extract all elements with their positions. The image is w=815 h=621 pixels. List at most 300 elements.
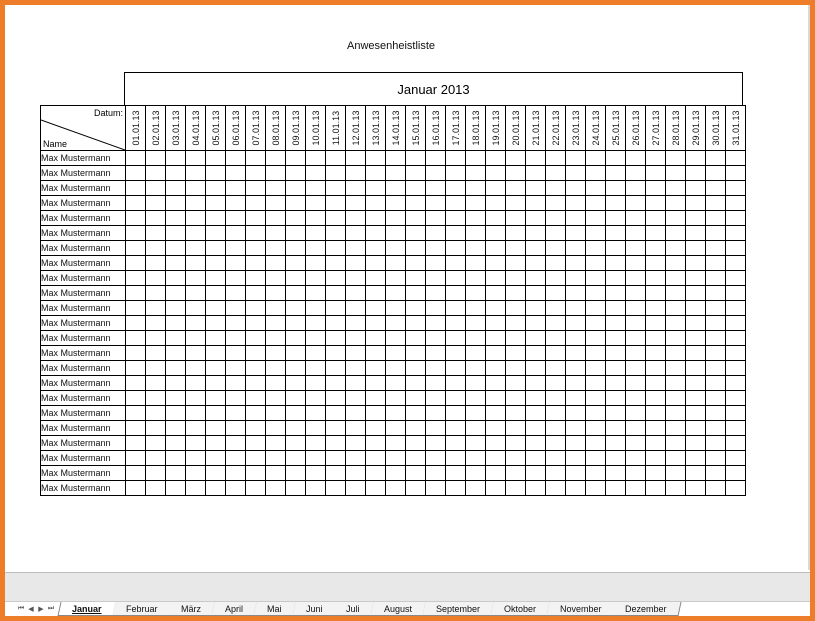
- attendance-cell[interactable]: [286, 391, 306, 406]
- attendance-cell[interactable]: [206, 256, 226, 271]
- attendance-cell[interactable]: [126, 331, 146, 346]
- person-name-cell[interactable]: Max Mustermann: [41, 421, 126, 436]
- attendance-cell[interactable]: [566, 226, 586, 241]
- attendance-cell[interactable]: [186, 211, 206, 226]
- attendance-cell[interactable]: [166, 406, 186, 421]
- attendance-cell[interactable]: [546, 346, 566, 361]
- attendance-cell[interactable]: [226, 481, 246, 496]
- attendance-cell[interactable]: [686, 271, 706, 286]
- attendance-cell[interactable]: [166, 211, 186, 226]
- attendance-cell[interactable]: [506, 286, 526, 301]
- attendance-cell[interactable]: [266, 301, 286, 316]
- attendance-cell[interactable]: [246, 436, 266, 451]
- attendance-cell[interactable]: [346, 361, 366, 376]
- attendance-cell[interactable]: [366, 226, 386, 241]
- attendance-cell[interactable]: [466, 301, 486, 316]
- attendance-cell[interactable]: [126, 166, 146, 181]
- attendance-cell[interactable]: [486, 151, 506, 166]
- attendance-cell[interactable]: [266, 451, 286, 466]
- attendance-cell[interactable]: [726, 331, 746, 346]
- attendance-cell[interactable]: [206, 151, 226, 166]
- person-name-cell[interactable]: Max Mustermann: [41, 241, 126, 256]
- attendance-cell[interactable]: [246, 376, 266, 391]
- attendance-cell[interactable]: [606, 241, 626, 256]
- attendance-cell[interactable]: [306, 226, 326, 241]
- attendance-cell[interactable]: [326, 346, 346, 361]
- attendance-cell[interactable]: [386, 271, 406, 286]
- attendance-cell[interactable]: [266, 361, 286, 376]
- attendance-cell[interactable]: [486, 376, 506, 391]
- attendance-cell[interactable]: [526, 286, 546, 301]
- attendance-cell[interactable]: [406, 166, 426, 181]
- attendance-cell[interactable]: [726, 466, 746, 481]
- attendance-cell[interactable]: [206, 376, 226, 391]
- attendance-cell[interactable]: [246, 151, 266, 166]
- attendance-cell[interactable]: [446, 211, 466, 226]
- attendance-cell[interactable]: [366, 481, 386, 496]
- attendance-cell[interactable]: [206, 481, 226, 496]
- attendance-cell[interactable]: [226, 346, 246, 361]
- attendance-cell[interactable]: [346, 466, 366, 481]
- attendance-cell[interactable]: [606, 451, 626, 466]
- attendance-cell[interactable]: [526, 166, 546, 181]
- date-header-cell[interactable]: [246, 106, 266, 151]
- attendance-cell[interactable]: [466, 226, 486, 241]
- attendance-cell[interactable]: [306, 271, 326, 286]
- attendance-cell[interactable]: [126, 271, 146, 286]
- attendance-cell[interactable]: [246, 211, 266, 226]
- date-header-cell[interactable]: [406, 106, 426, 151]
- attendance-cell[interactable]: [266, 481, 286, 496]
- attendance-cell[interactable]: [646, 361, 666, 376]
- attendance-cell[interactable]: [666, 196, 686, 211]
- attendance-cell[interactable]: [486, 181, 506, 196]
- person-name-cell[interactable]: Max Mustermann: [41, 376, 126, 391]
- attendance-cell[interactable]: [146, 226, 166, 241]
- attendance-cell[interactable]: [606, 361, 626, 376]
- attendance-cell[interactable]: [646, 286, 666, 301]
- horizontal-scroll-area[interactable]: [5, 572, 810, 602]
- attendance-cell[interactable]: [446, 421, 466, 436]
- attendance-cell[interactable]: [446, 346, 466, 361]
- attendance-cell[interactable]: [146, 466, 166, 481]
- attendance-cell[interactable]: [206, 286, 226, 301]
- attendance-cell[interactable]: [366, 256, 386, 271]
- attendance-cell[interactable]: [686, 331, 706, 346]
- attendance-cell[interactable]: [146, 286, 166, 301]
- attendance-cell[interactable]: [386, 436, 406, 451]
- attendance-cell[interactable]: [206, 331, 226, 346]
- attendance-cell[interactable]: [326, 391, 346, 406]
- attendance-cell[interactable]: [606, 376, 626, 391]
- attendance-cell[interactable]: [506, 256, 526, 271]
- attendance-cell[interactable]: [266, 271, 286, 286]
- attendance-cell[interactable]: [486, 316, 506, 331]
- attendance-cell[interactable]: [606, 331, 626, 346]
- attendance-cell[interactable]: [486, 301, 506, 316]
- attendance-cell[interactable]: [126, 181, 146, 196]
- attendance-cell[interactable]: [126, 421, 146, 436]
- attendance-cell[interactable]: [606, 391, 626, 406]
- attendance-cell[interactable]: [306, 166, 326, 181]
- attendance-cell[interactable]: [706, 166, 726, 181]
- attendance-cell[interactable]: [206, 301, 226, 316]
- attendance-cell[interactable]: [546, 406, 566, 421]
- attendance-cell[interactable]: [586, 226, 606, 241]
- date-header-cell[interactable]: [206, 106, 226, 151]
- attendance-cell[interactable]: [706, 391, 726, 406]
- attendance-cell[interactable]: [426, 331, 446, 346]
- attendance-cell[interactable]: [206, 436, 226, 451]
- attendance-cell[interactable]: [526, 421, 546, 436]
- attendance-cell[interactable]: [366, 166, 386, 181]
- prev-sheet-icon[interactable]: ◀: [28, 606, 34, 613]
- attendance-cell[interactable]: [706, 256, 726, 271]
- attendance-cell[interactable]: [506, 361, 526, 376]
- attendance-cell[interactable]: [286, 151, 306, 166]
- attendance-cell[interactable]: [186, 421, 206, 436]
- attendance-cell[interactable]: [386, 376, 406, 391]
- attendance-cell[interactable]: [606, 166, 626, 181]
- attendance-cell[interactable]: [166, 466, 186, 481]
- attendance-cell[interactable]: [446, 226, 466, 241]
- attendance-cell[interactable]: [446, 196, 466, 211]
- attendance-cell[interactable]: [486, 211, 506, 226]
- attendance-cell[interactable]: [166, 181, 186, 196]
- attendance-cell[interactable]: [306, 361, 326, 376]
- attendance-cell[interactable]: [586, 286, 606, 301]
- attendance-cell[interactable]: [706, 241, 726, 256]
- attendance-cell[interactable]: [286, 181, 306, 196]
- attendance-cell[interactable]: [706, 196, 726, 211]
- attendance-cell[interactable]: [626, 406, 646, 421]
- attendance-cell[interactable]: [706, 406, 726, 421]
- date-header-cell[interactable]: [686, 106, 706, 151]
- attendance-cell[interactable]: [206, 196, 226, 211]
- attendance-cell[interactable]: [686, 391, 706, 406]
- attendance-cell[interactable]: [666, 271, 686, 286]
- attendance-cell[interactable]: [426, 196, 446, 211]
- attendance-cell[interactable]: [706, 361, 726, 376]
- attendance-cell[interactable]: [146, 316, 166, 331]
- attendance-cell[interactable]: [166, 451, 186, 466]
- attendance-cell[interactable]: [466, 166, 486, 181]
- sheet-tab-oktober[interactable]: [490, 602, 550, 616]
- attendance-cell[interactable]: [286, 271, 306, 286]
- person-name-cell[interactable]: Max Mustermann: [41, 196, 126, 211]
- attendance-cell[interactable]: [726, 286, 746, 301]
- attendance-cell[interactable]: [486, 226, 506, 241]
- attendance-cell[interactable]: [546, 331, 566, 346]
- attendance-cell[interactable]: [726, 376, 746, 391]
- attendance-cell[interactable]: [546, 181, 566, 196]
- attendance-cell[interactable]: [446, 481, 466, 496]
- attendance-cell[interactable]: [666, 346, 686, 361]
- attendance-cell[interactable]: [386, 316, 406, 331]
- attendance-cell[interactable]: [526, 316, 546, 331]
- attendance-cell[interactable]: [626, 151, 646, 166]
- attendance-cell[interactable]: [406, 211, 426, 226]
- attendance-cell[interactable]: [706, 436, 726, 451]
- attendance-cell[interactable]: [666, 241, 686, 256]
- attendance-cell[interactable]: [126, 406, 146, 421]
- attendance-cell[interactable]: [586, 301, 606, 316]
- attendance-cell[interactable]: [166, 196, 186, 211]
- attendance-cell[interactable]: [326, 376, 346, 391]
- attendance-cell[interactable]: [386, 166, 406, 181]
- attendance-cell[interactable]: [206, 316, 226, 331]
- attendance-cell[interactable]: [566, 466, 586, 481]
- attendance-cell[interactable]: [706, 451, 726, 466]
- attendance-cell[interactable]: [626, 331, 646, 346]
- attendance-cell[interactable]: [406, 451, 426, 466]
- attendance-cell[interactable]: [386, 256, 406, 271]
- attendance-cell[interactable]: [706, 286, 726, 301]
- attendance-cell[interactable]: [666, 286, 686, 301]
- attendance-cell[interactable]: [646, 271, 666, 286]
- attendance-cell[interactable]: [186, 481, 206, 496]
- attendance-cell[interactable]: [146, 181, 166, 196]
- attendance-cell[interactable]: [206, 346, 226, 361]
- attendance-cell[interactable]: [586, 196, 606, 211]
- attendance-cell[interactable]: [466, 196, 486, 211]
- attendance-cell[interactable]: [386, 286, 406, 301]
- attendance-cell[interactable]: [166, 421, 186, 436]
- attendance-cell[interactable]: [326, 241, 346, 256]
- attendance-cell[interactable]: [586, 316, 606, 331]
- attendance-cell[interactable]: [386, 241, 406, 256]
- attendance-cell[interactable]: [646, 376, 666, 391]
- attendance-cell[interactable]: [666, 466, 686, 481]
- attendance-cell[interactable]: [426, 256, 446, 271]
- attendance-cell[interactable]: [346, 256, 366, 271]
- attendance-cell[interactable]: [266, 346, 286, 361]
- attendance-cell[interactable]: [626, 346, 646, 361]
- attendance-cell[interactable]: [506, 211, 526, 226]
- attendance-cell[interactable]: [386, 301, 406, 316]
- attendance-cell[interactable]: [506, 406, 526, 421]
- attendance-cell[interactable]: [606, 256, 626, 271]
- attendance-cell[interactable]: [186, 436, 206, 451]
- attendance-cell[interactable]: [626, 256, 646, 271]
- attendance-cell[interactable]: [306, 406, 326, 421]
- date-header-cell[interactable]: [646, 106, 666, 151]
- attendance-cell[interactable]: [186, 331, 206, 346]
- attendance-cell[interactable]: [526, 256, 546, 271]
- attendance-cell[interactable]: [606, 466, 626, 481]
- attendance-cell[interactable]: [606, 196, 626, 211]
- attendance-cell[interactable]: [506, 376, 526, 391]
- attendance-cell[interactable]: [566, 271, 586, 286]
- attendance-cell[interactable]: [186, 391, 206, 406]
- date-header-cell[interactable]: [346, 106, 366, 151]
- attendance-cell[interactable]: [566, 391, 586, 406]
- attendance-cell[interactable]: [286, 211, 306, 226]
- attendance-cell[interactable]: [406, 406, 426, 421]
- attendance-cell[interactable]: [266, 211, 286, 226]
- attendance-cell[interactable]: [526, 301, 546, 316]
- attendance-cell[interactable]: [566, 451, 586, 466]
- attendance-cell[interactable]: [166, 346, 186, 361]
- attendance-cell[interactable]: [266, 181, 286, 196]
- attendance-cell[interactable]: [406, 181, 426, 196]
- attendance-cell[interactable]: [606, 406, 626, 421]
- attendance-cell[interactable]: [406, 331, 426, 346]
- attendance-cell[interactable]: [186, 271, 206, 286]
- attendance-cell[interactable]: [166, 361, 186, 376]
- attendance-cell[interactable]: [626, 196, 646, 211]
- attendance-cell[interactable]: [206, 211, 226, 226]
- attendance-cell[interactable]: [726, 211, 746, 226]
- attendance-cell[interactable]: [586, 241, 606, 256]
- attendance-cell[interactable]: [366, 271, 386, 286]
- attendance-cell[interactable]: [466, 361, 486, 376]
- attendance-cell[interactable]: [346, 481, 366, 496]
- attendance-cell[interactable]: [146, 391, 166, 406]
- attendance-cell[interactable]: [146, 421, 166, 436]
- attendance-cell[interactable]: [386, 151, 406, 166]
- attendance-cell[interactable]: [206, 226, 226, 241]
- attendance-cell[interactable]: [406, 481, 426, 496]
- attendance-cell[interactable]: [626, 316, 646, 331]
- attendance-cell[interactable]: [186, 301, 206, 316]
- attendance-cell[interactable]: [606, 301, 626, 316]
- attendance-cell[interactable]: [506, 241, 526, 256]
- attendance-cell[interactable]: [366, 466, 386, 481]
- sheet-tab-november[interactable]: [546, 602, 615, 616]
- attendance-cell[interactable]: [726, 196, 746, 211]
- attendance-cell[interactable]: [246, 196, 266, 211]
- attendance-cell[interactable]: [546, 481, 566, 496]
- attendance-cell[interactable]: [266, 151, 286, 166]
- date-header-cell[interactable]: [146, 106, 166, 151]
- attendance-cell[interactable]: [486, 361, 506, 376]
- attendance-cell[interactable]: [346, 436, 366, 451]
- attendance-cell[interactable]: [346, 181, 366, 196]
- attendance-cell[interactable]: [186, 316, 206, 331]
- attendance-cell[interactable]: [546, 391, 566, 406]
- attendance-cell[interactable]: [266, 391, 286, 406]
- attendance-cell[interactable]: [146, 241, 166, 256]
- attendance-cell[interactable]: [646, 196, 666, 211]
- attendance-cell[interactable]: [706, 331, 726, 346]
- date-header-cell[interactable]: [426, 106, 446, 151]
- attendance-cell[interactable]: [446, 331, 466, 346]
- attendance-cell[interactable]: [526, 151, 546, 166]
- attendance-cell[interactable]: [366, 346, 386, 361]
- attendance-cell[interactable]: [606, 181, 626, 196]
- attendance-cell[interactable]: [626, 361, 646, 376]
- attendance-cell[interactable]: [286, 331, 306, 346]
- attendance-cell[interactable]: [566, 151, 586, 166]
- attendance-cell[interactable]: [666, 316, 686, 331]
- attendance-cell[interactable]: [386, 181, 406, 196]
- attendance-cell[interactable]: [506, 226, 526, 241]
- attendance-cell[interactable]: [326, 301, 346, 316]
- attendance-cell[interactable]: [466, 271, 486, 286]
- attendance-cell[interactable]: [706, 481, 726, 496]
- attendance-cell[interactable]: [426, 271, 446, 286]
- attendance-cell[interactable]: [626, 391, 646, 406]
- attendance-cell[interactable]: [126, 241, 146, 256]
- attendance-cell[interactable]: [726, 451, 746, 466]
- attendance-cell[interactable]: [126, 436, 146, 451]
- attendance-cell[interactable]: [426, 286, 446, 301]
- attendance-cell[interactable]: [346, 286, 366, 301]
- attendance-cell[interactable]: [126, 286, 146, 301]
- date-header-cell[interactable]: [666, 106, 686, 151]
- attendance-cell[interactable]: [266, 421, 286, 436]
- person-name-cell[interactable]: Max Mustermann: [41, 256, 126, 271]
- attendance-cell[interactable]: [726, 346, 746, 361]
- attendance-cell[interactable]: [186, 241, 206, 256]
- attendance-cell[interactable]: [146, 211, 166, 226]
- attendance-cell[interactable]: [346, 271, 366, 286]
- attendance-cell[interactable]: [126, 451, 146, 466]
- attendance-cell[interactable]: [166, 271, 186, 286]
- attendance-cell[interactable]: [586, 481, 606, 496]
- attendance-cell[interactable]: [146, 346, 166, 361]
- attendance-cell[interactable]: [126, 151, 146, 166]
- attendance-cell[interactable]: [406, 286, 426, 301]
- attendance-cell[interactable]: [426, 391, 446, 406]
- attendance-cell[interactable]: [566, 286, 586, 301]
- attendance-cell[interactable]: [366, 181, 386, 196]
- sheet-tab-m-rz[interactable]: [168, 602, 216, 616]
- attendance-cell[interactable]: [426, 316, 446, 331]
- attendance-cell[interactable]: [606, 151, 626, 166]
- attendance-cell[interactable]: [526, 271, 546, 286]
- attendance-cell[interactable]: [326, 451, 346, 466]
- attendance-cell[interactable]: [286, 481, 306, 496]
- attendance-cell[interactable]: [606, 271, 626, 286]
- sheet-tab-juni[interactable]: [292, 602, 336, 616]
- attendance-cell[interactable]: [446, 466, 466, 481]
- attendance-cell[interactable]: [146, 271, 166, 286]
- person-name-cell[interactable]: Max Mustermann: [41, 406, 126, 421]
- attendance-cell[interactable]: [186, 226, 206, 241]
- attendance-cell[interactable]: [226, 421, 246, 436]
- attendance-cell[interactable]: [266, 466, 286, 481]
- attendance-cell[interactable]: [566, 211, 586, 226]
- attendance-cell[interactable]: [566, 361, 586, 376]
- attendance-cell[interactable]: [306, 421, 326, 436]
- attendance-cell[interactable]: [286, 361, 306, 376]
- attendance-cell[interactable]: [626, 451, 646, 466]
- attendance-cell[interactable]: [566, 331, 586, 346]
- attendance-cell[interactable]: [506, 391, 526, 406]
- attendance-cell[interactable]: [306, 241, 326, 256]
- attendance-cell[interactable]: [686, 466, 706, 481]
- attendance-cell[interactable]: [346, 346, 366, 361]
- attendance-cell[interactable]: [446, 436, 466, 451]
- attendance-cell[interactable]: [306, 376, 326, 391]
- attendance-cell[interactable]: [686, 451, 706, 466]
- attendance-cell[interactable]: [306, 481, 326, 496]
- attendance-cell[interactable]: [506, 316, 526, 331]
- attendance-cell[interactable]: [546, 301, 566, 316]
- attendance-cell[interactable]: [646, 241, 666, 256]
- date-header-cell[interactable]: [446, 106, 466, 151]
- last-sheet-icon[interactable]: ⏭: [47, 605, 55, 612]
- attendance-cell[interactable]: [246, 241, 266, 256]
- attendance-cell[interactable]: [186, 286, 206, 301]
- attendance-cell[interactable]: [206, 391, 226, 406]
- attendance-cell[interactable]: [286, 421, 306, 436]
- attendance-cell[interactable]: [666, 451, 686, 466]
- attendance-cell[interactable]: [486, 406, 506, 421]
- attendance-cell[interactable]: [326, 286, 346, 301]
